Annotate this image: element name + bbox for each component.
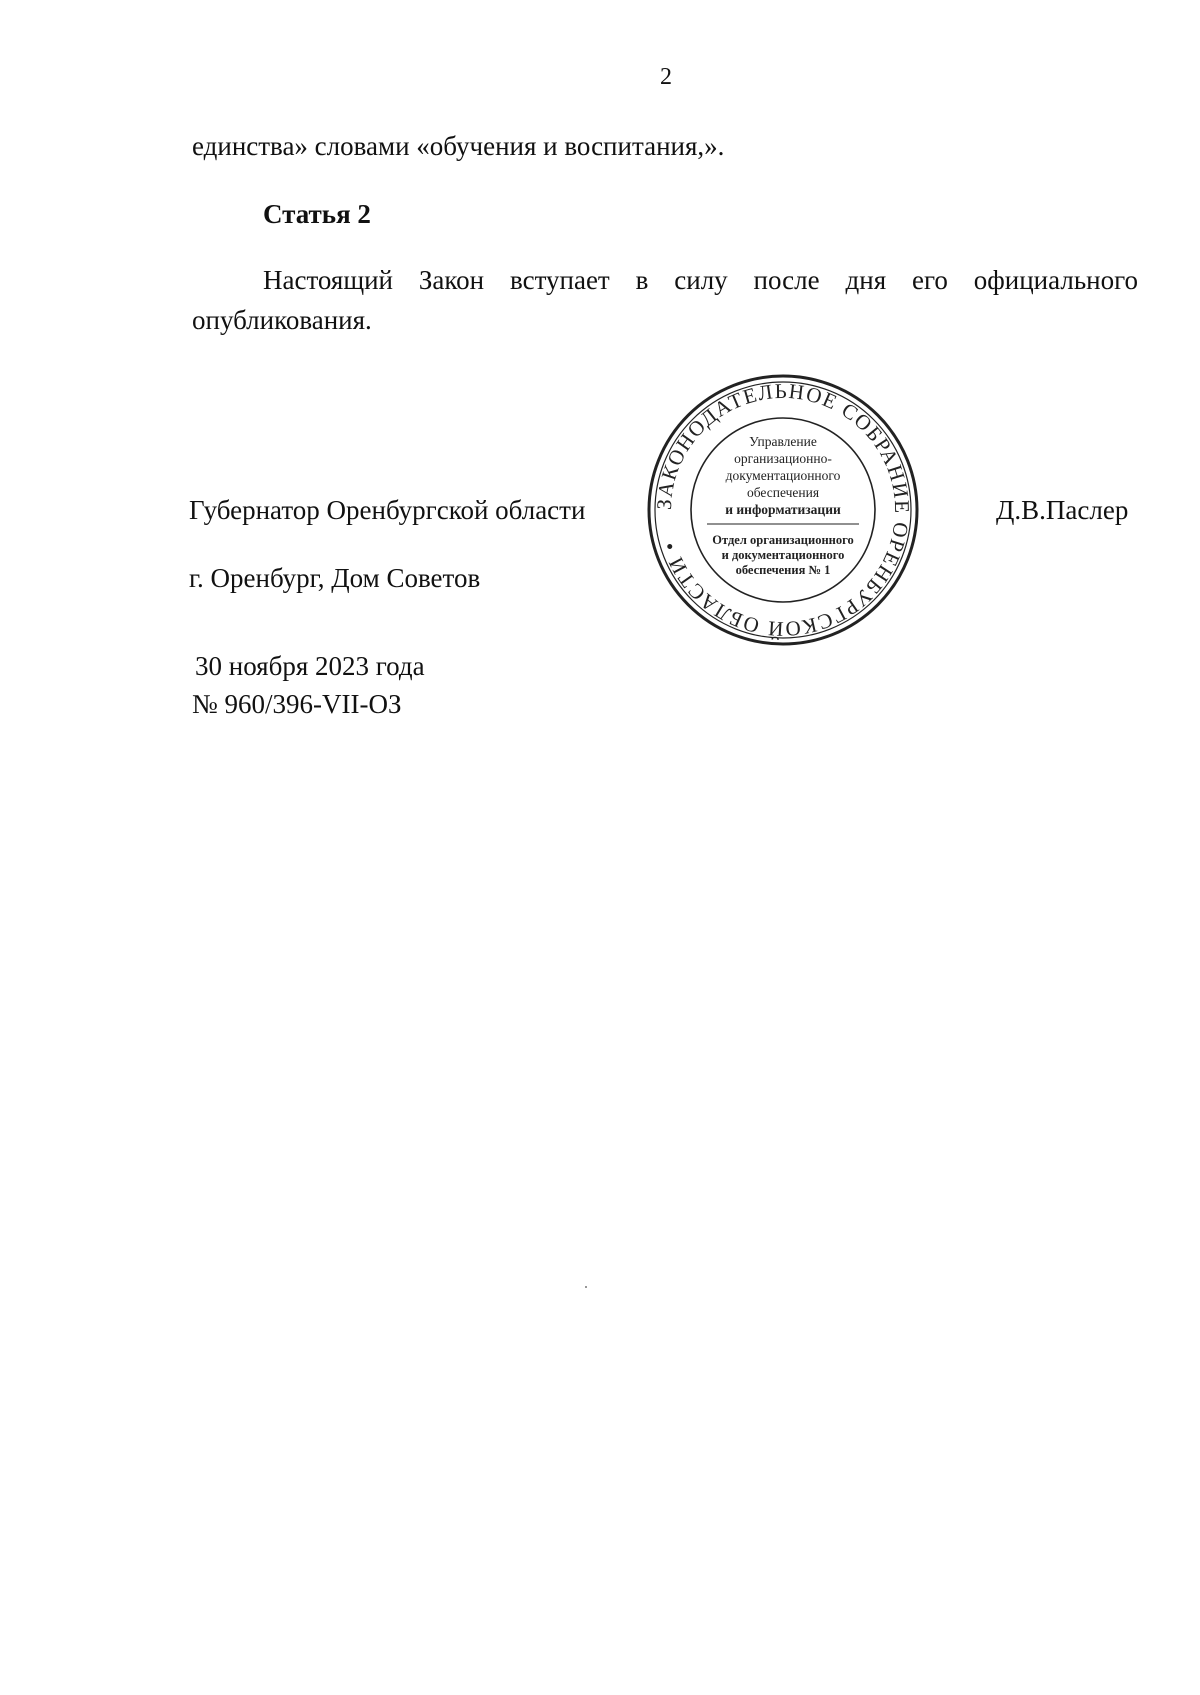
law-number: № 960/396-VII-ОЗ [192, 689, 402, 719]
signatory-position: Губернатор Оренбургской области [189, 495, 586, 525]
article-heading: Статья 2 [263, 199, 371, 229]
stamp-inner-lower-line: и документационного [721, 548, 845, 562]
article-paragraph: Настоящий Закон вступает в силу после дня его официального опубликования. [192, 265, 1138, 335]
official-stamp [643, 370, 923, 650]
signing-place: г. Оренбург, Дом Советов [189, 563, 481, 593]
scan-dot [585, 1286, 587, 1288]
signatory-name: Д.В.Паслер [996, 495, 1129, 525]
page-number: 2 [660, 64, 672, 90]
stamp-inner-lower-line: обеспечения № 1 [735, 563, 831, 577]
stamp-inner-upper-line: обеспечения [746, 485, 820, 500]
stamp-inner-upper-line: организационно- [734, 451, 832, 466]
stamp-seal [643, 370, 923, 650]
stamp-inner-upper-line: и информатизации [725, 502, 841, 517]
continuation-line: единства» словами «обучения и воспитания,». [192, 131, 725, 161]
stamp-inner-upper-line: Управление [749, 434, 817, 449]
stamp-inner-lower-line: Отдел организационного [712, 533, 854, 547]
svg-text:ЗАКОНОДАТЕЛЬНОЕ СОБРАНИЕ ОРЕНБ: ЗАКОНОДАТЕЛЬНОЕ СОБРАНИЕ ОРЕНБУРГСКОЙ ОБЛАСТИ • [651, 378, 915, 642]
stamp-inner-upper-line: документационного [725, 468, 841, 483]
signing-date: 30 ноября 2023 года [195, 651, 425, 681]
